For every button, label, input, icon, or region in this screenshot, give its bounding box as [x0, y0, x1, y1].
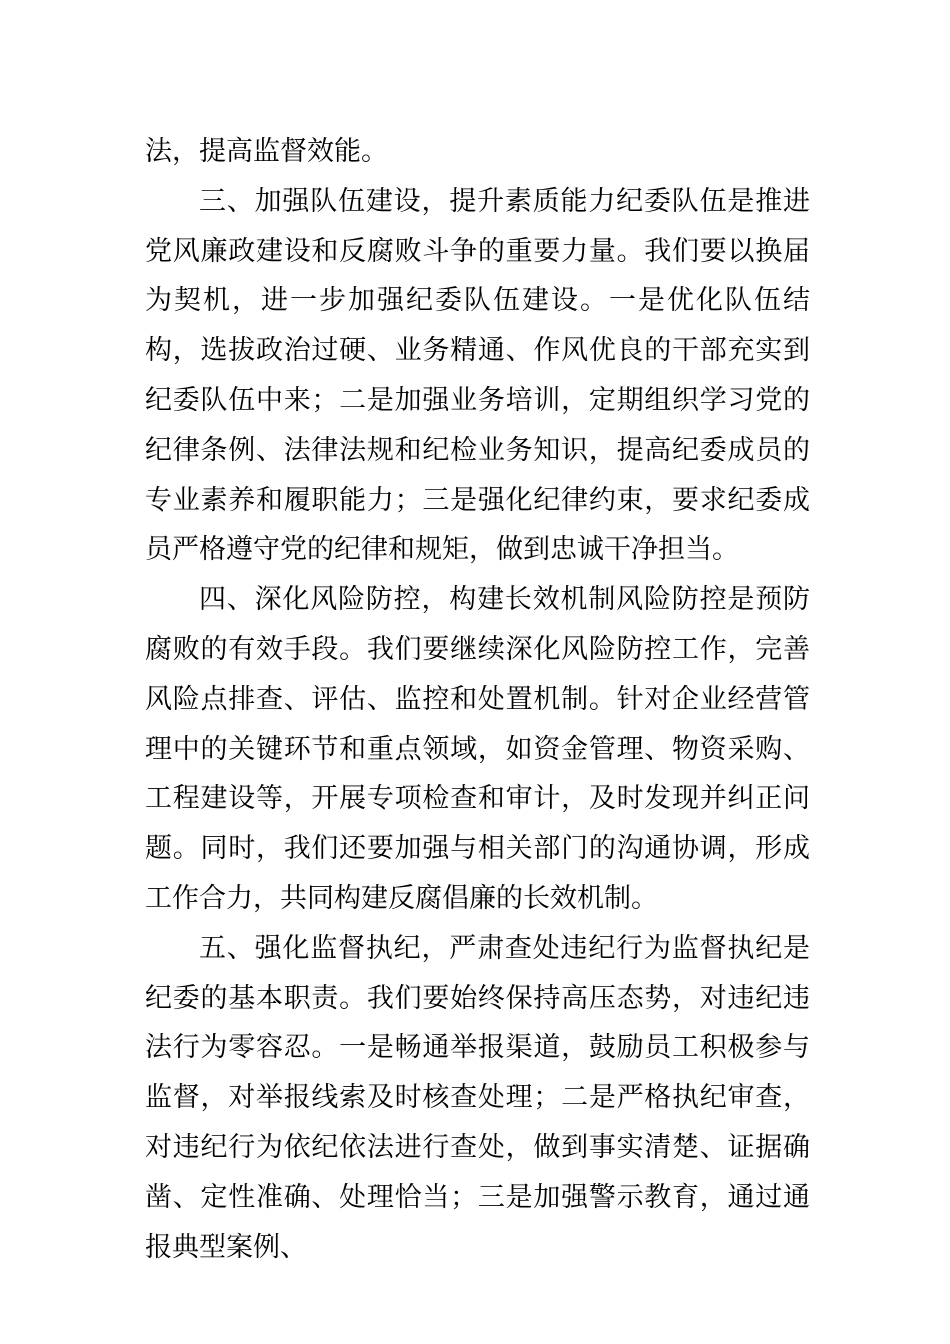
paragraph-risk-control: 四、深化风险防控，构建长效机制风险防控是预防腐败的有效手段。我们要继续深化风险防控工作，完善风险点排查、评估、监控和处置机制。针对企业经营管理中的关键环节和重点领域，如资金管理、物资采购、工程建设等，开展专项检查和审计，及时发现并纠正问题。同时，我们还要加强与相关部门的沟通协调，形成工作合力，共同构建反腐倡廉的长效机制。 [145, 584, 810, 914]
paragraph-continuation: 法，提高监督效能。 [145, 136, 388, 167]
paragraph-team-building: 三、加强队伍建设，提升素质能力纪委队伍是推进党风廉政建设和反腐败斗争的重要力量。我们要以换届为契机，进一步加强纪委队伍建设。一是优化队伍结构，选拔政治过硬、业务精通、作风优良的干部充实到纪委队伍中来；二是加强业务培训，定期组织学习党的纪律条例、法律法规和纪检业务知识，提高纪委成员的专业素养和履职能力；三是强化纪律约束，要求纪委成员严格遵守党的纪律和规矩，做到忠诚干净担当。 [145, 185, 810, 566]
paragraph-supervision: 五、强化监督执纪，严肃查处违纪行为监督执纪是纪委的基本职责。我们要始终保持高压态势，对违纪违法行为零容忍。一是畅通举报渠道，鼓励员工积极参与监督，对举报线索及时核查处理；二是严格执纪审查，对违纪行为依纪依法进行查处，做到事实清楚、证据确凿、定性准确、处理恰当；三是加强警示教育，通过通报典型案例、 [145, 932, 810, 1263]
document-body [145, 127, 810, 1272]
